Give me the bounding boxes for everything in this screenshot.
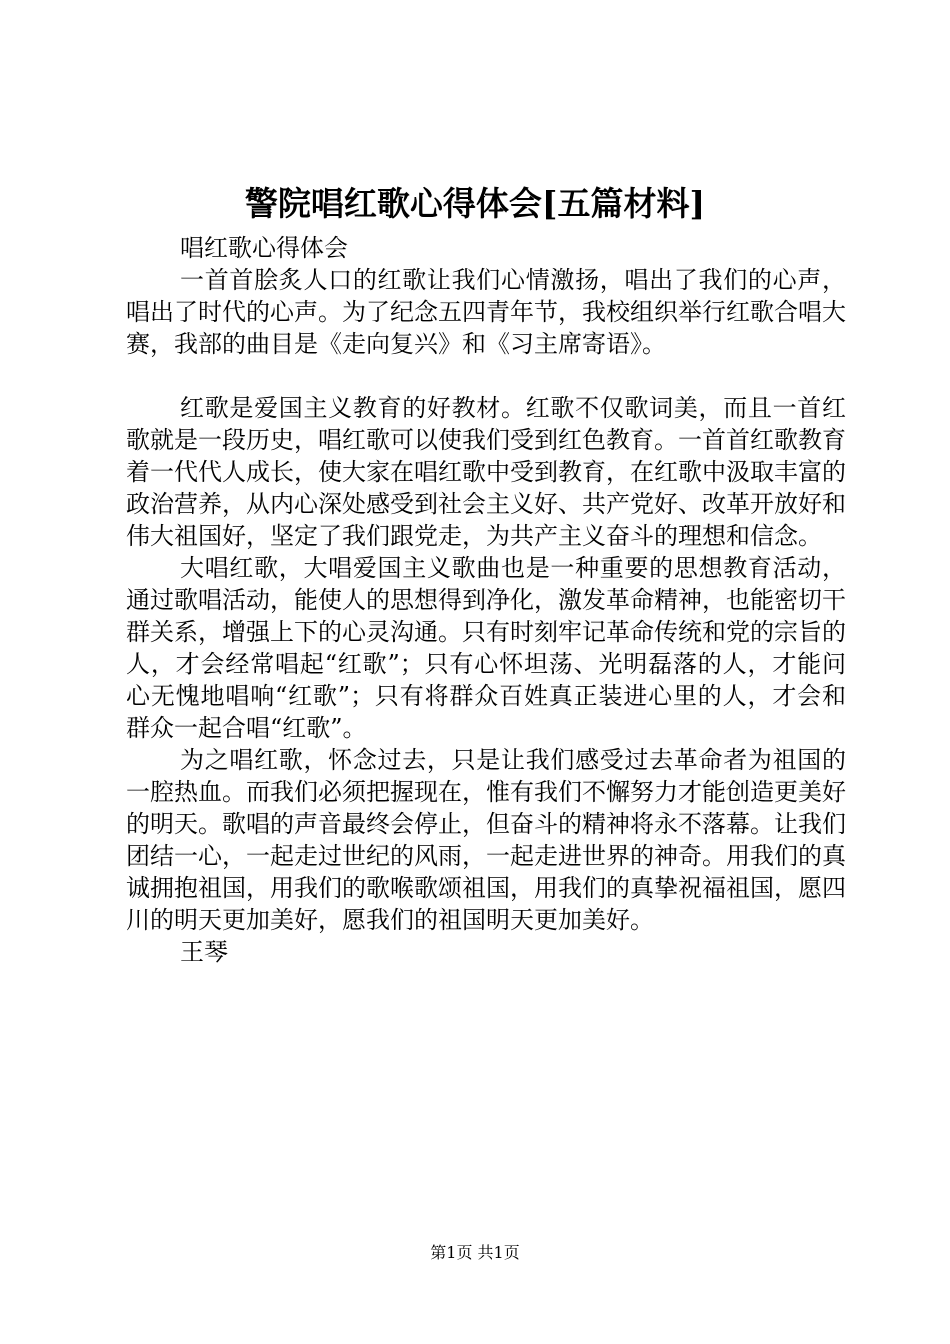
page-number-footer: 第1页 共1页 (430, 1243, 520, 1262)
paragraph-conclusion: 为之唱红歌，怀念过去，只是让我们感受过去革命者为祖国的一腔热血。而我们必须把握现在，惟有我们不懈努力才能创造更美好的明天。歌唱的声音最终会停止，但奋斗的精神将永不落幕。让我们团结一心，一起走过世纪的风雨，一起走进世界的神奇。用我们的真诚拥抱祖国，用我们的歌喉歌颂祖国，用我们的真挚祝福祖国，愿四川的明天更加美好，愿我们的祖国明天更加美好。 (126, 746, 846, 934)
document-body (126, 232, 846, 968)
section-heading: 唱红歌心得体会 (180, 234, 348, 262)
paragraph-education: 红歌是爱国主义教育的好教材。红歌不仅歌词美，而且一首红歌就是一段历史，唱红歌可以使我们受到红色教育。一首首红歌教育着一代代人成长，使大家在唱红歌中受到教育，在红歌中汲取丰富的政治营养，从内心深处感受到社会主义好、共产党好、改革开放好和伟大祖国好，坚定了我们跟党走，为共产主义奋斗的理想和信念。 (126, 394, 846, 550)
paragraph-singing: 大唱红歌，大唱爱国主义歌曲也是一种重要的思想教育活动，通过歌唱活动，能使人的思想得到净化，激发革命精神，也能密切干群关系，增强上下的心灵沟通。只有时刻牢记革命传统和党的宗旨的人，才会经常唱起“红歌”；只有心怀坦荡、光明磊落的人，才能问心无愧地唱响“红歌”；只有将群众百姓真正装进心里的人，才会和群众一起合唱“红歌”。 (126, 554, 846, 742)
author-name: 王琴 (180, 938, 228, 966)
paragraph-intro: 一首首脍炙人口的红歌让我们心情激扬，唱出了我们的心声，唱出了时代的心声。为了纪念五四青年节，我校组织举行红歌合唱大赛，我部的曲目是《走向复兴》和《习主席寄语》。 (126, 266, 846, 358)
document-title: 警院唱红歌心得体会[五篇材料] (244, 184, 706, 223)
